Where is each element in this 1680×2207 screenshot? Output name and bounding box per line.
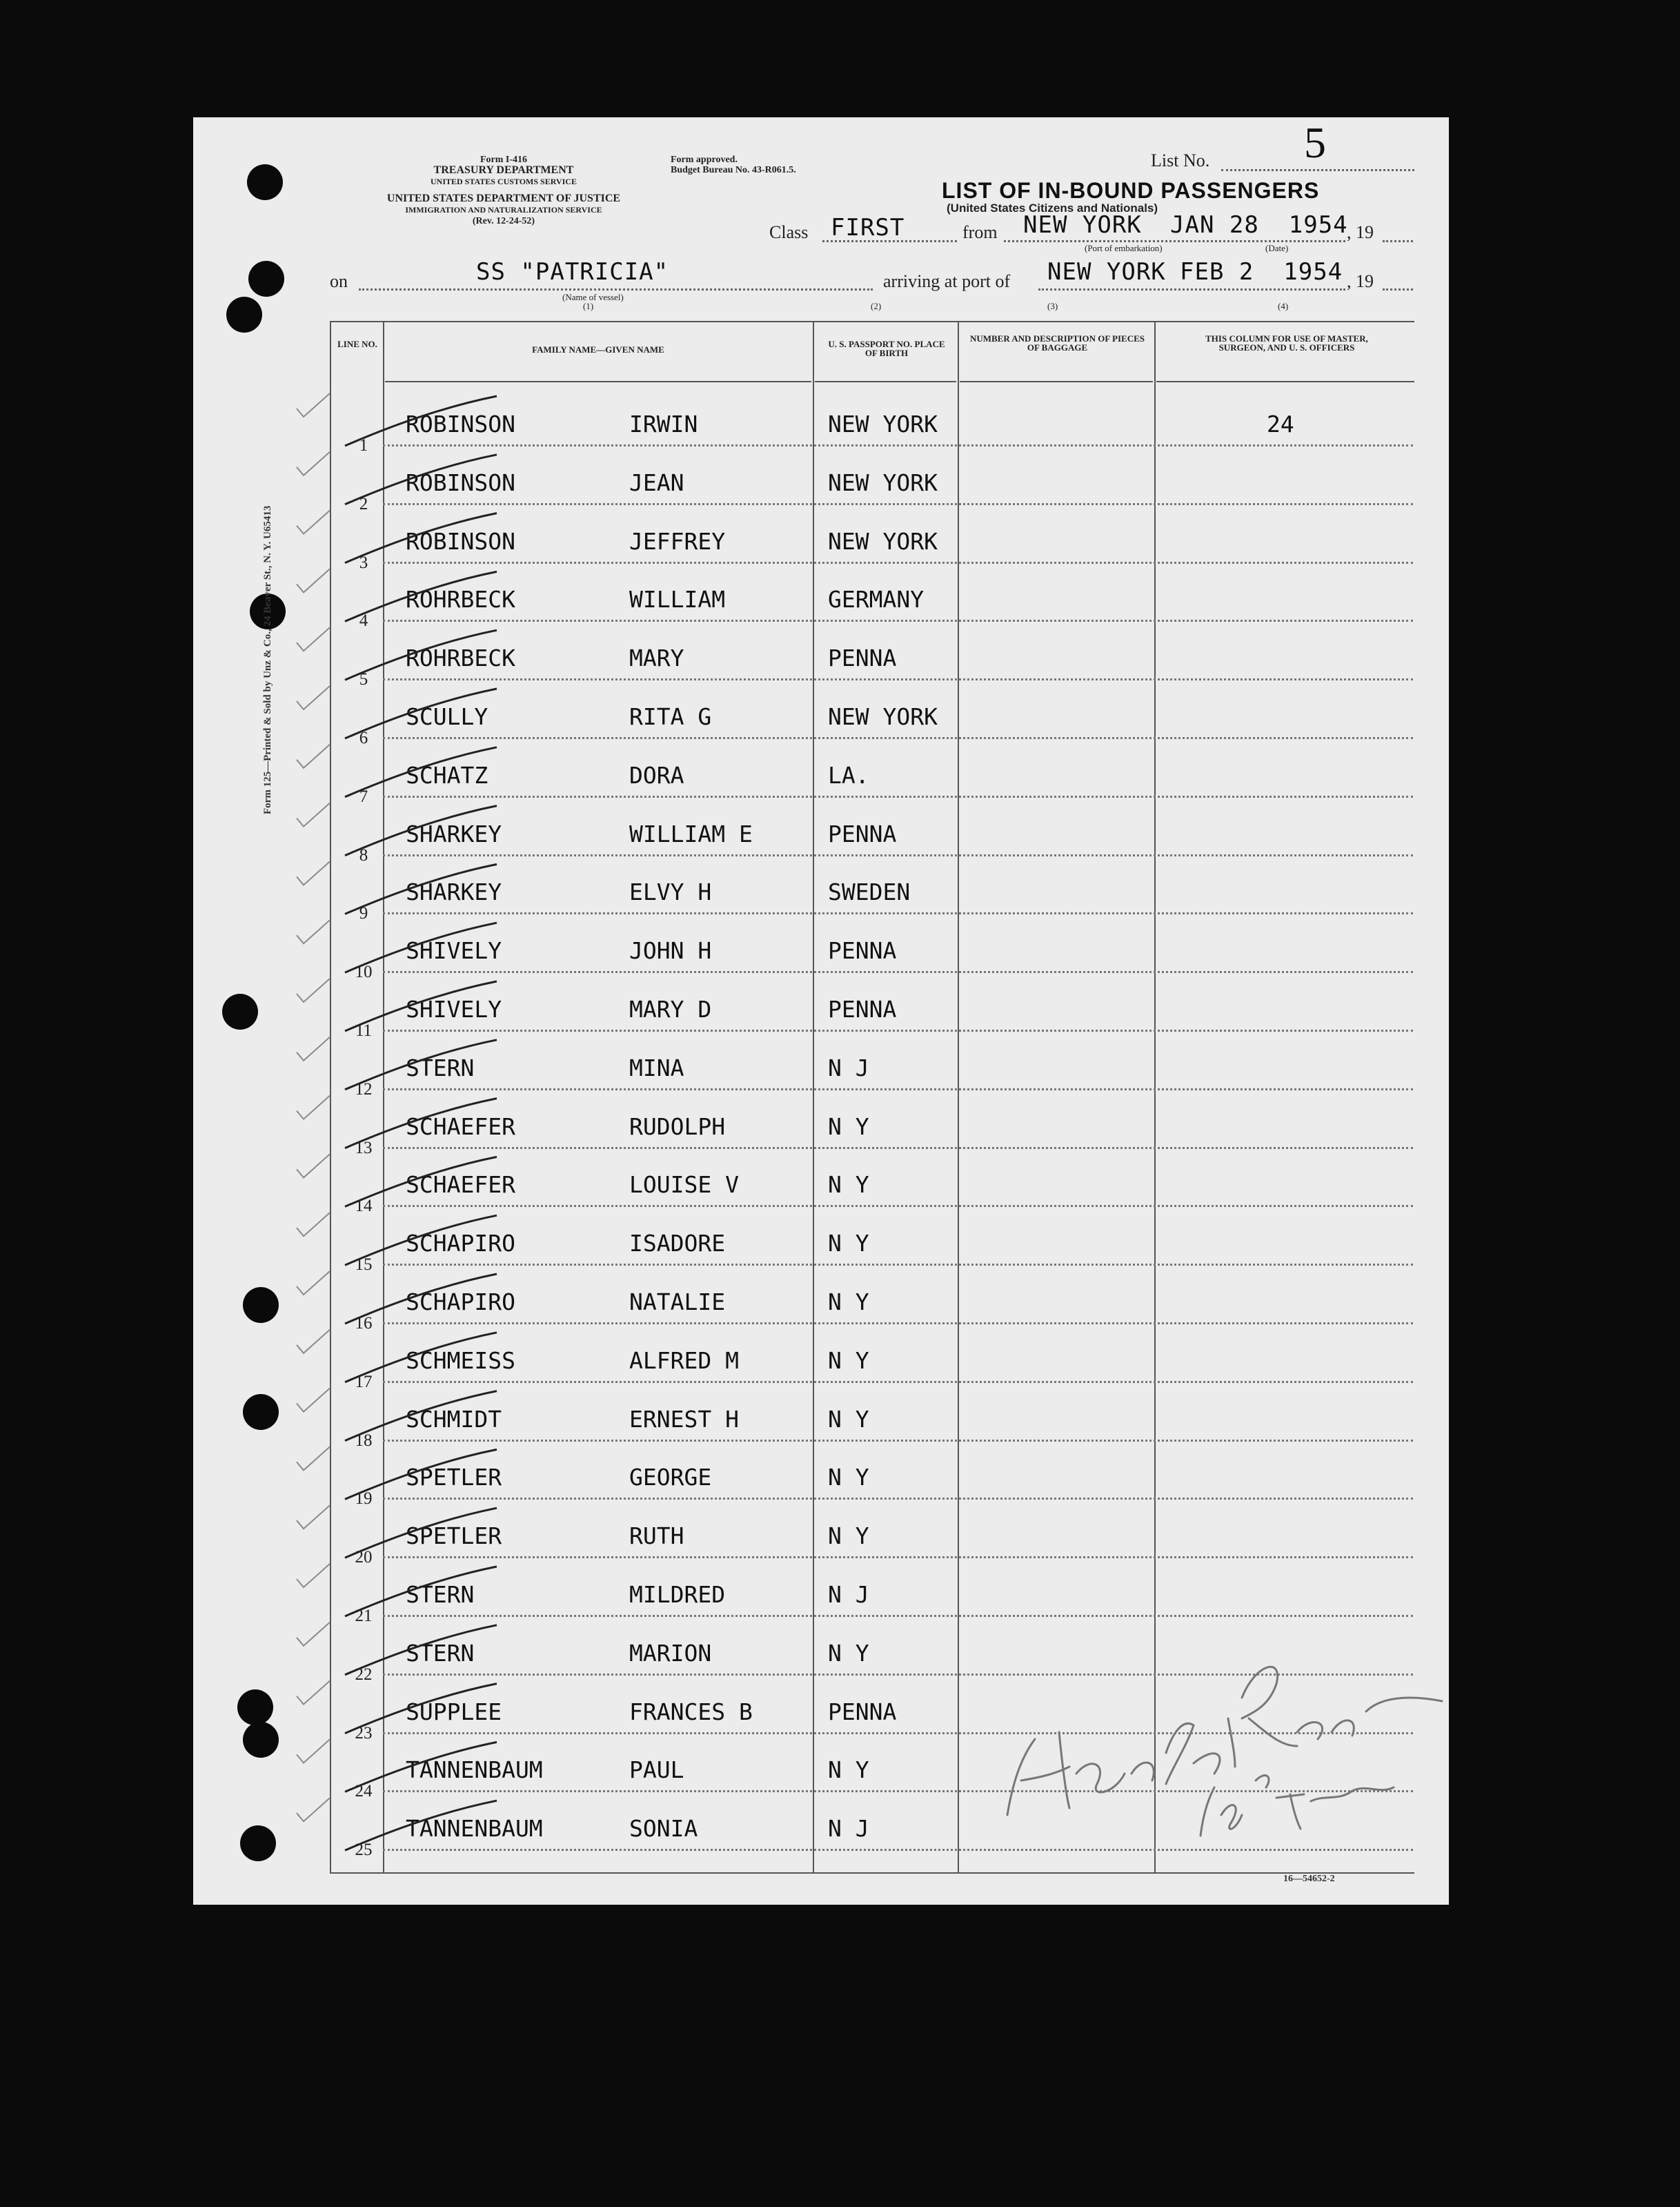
check-mark [297, 1798, 330, 1821]
passenger-place-of-birth: N Y [828, 1346, 869, 1374]
port-embarkation-label: (Port of embarkation) [1085, 243, 1163, 253]
passenger-place-of-birth: N Y [828, 1288, 869, 1315]
verification-stroke [345, 864, 497, 914]
form-number: Form I-416 [480, 155, 528, 165]
passenger-given-name: DORA [629, 761, 684, 789]
verification-stroke [345, 1274, 497, 1324]
passenger-family-name: ROBINSON [406, 469, 515, 496]
passenger-family-name: STERN [406, 1054, 475, 1081]
verification-stroke [345, 1801, 497, 1850]
row-line-number: 20 [355, 1548, 373, 1567]
passenger-place-of-birth: N Y [828, 1230, 869, 1257]
col-header-baggage: NUMBER AND DESCRIPTION OF PIECES OF BAGGAGE [969, 333, 1145, 353]
passenger-given-name: MINA [629, 1054, 684, 1081]
check-mark [297, 452, 330, 475]
passenger-given-name: MARY [629, 645, 684, 672]
row-line-number: 15 [355, 1255, 373, 1275]
passenger-given-name: LOUISE V [629, 1171, 739, 1199]
passenger-family-name: SCHMIDT [406, 1405, 502, 1433]
row-line-number: 10 [355, 963, 373, 982]
row-line-number: 5 [359, 670, 368, 689]
row-line-number: 2 [359, 494, 368, 513]
passenger-family-name: SHIVELY [406, 937, 502, 965]
passenger-family-name: SCHMEISS [406, 1346, 515, 1374]
passenger-family-name: SPETLER [406, 1464, 502, 1491]
row-line-number: 8 [359, 845, 368, 865]
passenger-family-name: SCULLY [406, 703, 488, 730]
column-ref-1: (1) [583, 301, 594, 311]
vessel-name: SS "PATRICIA" [476, 258, 669, 286]
row-line-number: 21 [355, 1607, 373, 1625]
passenger-place-of-birth: N Y [828, 1405, 869, 1433]
verification-stroke [345, 1215, 497, 1265]
passenger-given-name: GEORGE [629, 1464, 712, 1491]
row-line-number: 9 [359, 904, 368, 923]
passenger-family-name: SHARKEY [406, 820, 502, 847]
row-line-number: 11 [355, 1021, 373, 1040]
column-ref-4: (4) [1278, 301, 1289, 311]
row-line-number: 25 [355, 1841, 373, 1860]
check-mark [297, 1681, 330, 1705]
check-mark [297, 1389, 330, 1412]
arrival-year-suffix: , 19 [1347, 271, 1374, 291]
passenger-given-name: ERNEST H [629, 1405, 739, 1433]
printer-imprint: Form 125—Printed & Sold by Unz & Co., 24 Beaver St., N. Y. U65413 [262, 505, 273, 814]
passenger-given-name: JOHN H [629, 937, 712, 965]
passenger-given-name: ISADORE [629, 1230, 726, 1257]
col-header-name: FAMILY NAME—GIVEN NAME [532, 344, 664, 355]
passenger-family-name: SCHAEFER [406, 1112, 515, 1140]
passenger-place-of-birth: N J [828, 1054, 869, 1081]
revision-date: (Rev. 12-24-52) [472, 216, 535, 226]
check-mark [297, 393, 330, 417]
passenger-place-of-birth: LA. [828, 761, 869, 789]
row-line-number: 23 [355, 1723, 373, 1743]
verification-stroke [345, 1333, 497, 1382]
verification-stroke [345, 806, 497, 856]
check-mark [297, 745, 330, 768]
passenger-given-name: SONIA [629, 1815, 698, 1843]
check-mark [297, 1037, 330, 1061]
passenger-family-name: TANNENBAUM [406, 1756, 543, 1784]
passenger-place-of-birth: NEW YORK [828, 703, 938, 730]
check-mark [297, 1739, 330, 1763]
on-label: on [330, 271, 348, 291]
verification-stroke [345, 1742, 497, 1792]
passenger-given-name: MILDRED [629, 1581, 726, 1608]
row-line-number: 24 [355, 1782, 373, 1801]
passenger-place-of-birth: N Y [828, 1171, 869, 1199]
vessel-name-label: (Name of vessel) [562, 292, 624, 302]
passenger-given-name: RITA G [629, 703, 712, 730]
arrival-port: NEW YORK [1047, 258, 1166, 286]
row-line-number: 14 [355, 1197, 373, 1216]
verification-stroke [345, 1567, 497, 1616]
passenger-given-name: WILLIAM [629, 586, 726, 614]
check-mark [297, 1096, 330, 1119]
check-mark [297, 803, 330, 827]
row-line-number: 18 [355, 1431, 373, 1450]
check-mark [297, 1213, 330, 1236]
passenger-place-of-birth: SWEDEN [828, 879, 911, 906]
verification-stroke [345, 455, 497, 504]
officer-column-value: 24 [1267, 411, 1294, 438]
budget-bureau: Budget Bureau No. 43-R061.5. [671, 165, 796, 175]
passenger-place-of-birth: PENNA [828, 645, 897, 672]
verification-stroke [345, 396, 497, 446]
passenger-place-of-birth: NEW YORK [828, 527, 938, 555]
from-label: from [962, 222, 998, 242]
row-line-number: 4 [359, 611, 368, 631]
passenger-given-name: MARION [629, 1639, 712, 1667]
date-label: (Date) [1265, 243, 1289, 253]
passenger-family-name: ROHRBECK [406, 586, 515, 614]
passenger-family-name: STERN [406, 1639, 475, 1667]
passenger-place-of-birth: N Y [828, 1639, 869, 1667]
col-header-officers: THIS COLUMN FOR USE OF MASTER, SURGEON, AND U. S. OFFICERS [1205, 333, 1368, 353]
column-ref-3: (3) [1047, 301, 1058, 311]
row-line-number: 3 [359, 553, 368, 572]
passenger-given-name: ALFRED M [629, 1346, 739, 1374]
passenger-place-of-birth: PENNA [828, 937, 897, 965]
treasury-department: TREASURY DEPARTMENT [433, 164, 574, 176]
row-line-number: 7 [359, 787, 368, 806]
list-no-label: List No. [1151, 150, 1210, 170]
passenger-place-of-birth: PENNA [828, 1698, 897, 1725]
check-mark [297, 1622, 330, 1646]
verification-stroke [345, 571, 497, 621]
row-line-number: 1 [359, 436, 368, 455]
passenger-family-name: SHIVELY [406, 996, 502, 1023]
passenger-place-of-birth: PENNA [828, 996, 897, 1023]
verification-stroke [345, 1099, 497, 1148]
arriving-label: arriving at port of [883, 271, 1011, 291]
verification-stroke [345, 1040, 497, 1090]
passenger-family-name: SHARKEY [406, 879, 502, 906]
passenger-given-name: PAUL [629, 1756, 684, 1784]
verification-stroke [345, 1157, 497, 1206]
passenger-family-name: ROBINSON [406, 527, 515, 555]
passenger-family-name: TANNENBAUM [406, 1815, 543, 1843]
verification-stroke [345, 923, 497, 972]
row-line-number: 22 [355, 1665, 373, 1684]
ins-service: IMMIGRATION AND NATURALIZATION SERVICE [405, 205, 602, 215]
from-port: NEW YORK [1023, 211, 1142, 239]
verification-stroke [345, 1391, 497, 1441]
arrival-date: FEB 2 1954 [1180, 258, 1343, 286]
row-line-number: 12 [355, 1079, 373, 1099]
from-date: JAN 28 1954 [1170, 211, 1348, 239]
passenger-given-name: NATALIE [629, 1288, 726, 1315]
passenger-place-of-birth: PENNA [828, 820, 897, 847]
verification-stroke [345, 1625, 497, 1675]
passenger-given-name: JEAN [629, 469, 684, 496]
passenger-family-name: SCHAPIRO [406, 1288, 515, 1315]
row-line-number: 19 [355, 1489, 373, 1509]
verification-stroke [345, 1684, 497, 1734]
class-value: FIRST [831, 214, 905, 242]
verification-stroke [345, 513, 497, 563]
passenger-family-name: ROBINSON [406, 411, 515, 438]
row-line-number: 6 [359, 729, 368, 747]
verification-stroke [345, 1508, 497, 1558]
check-mark [297, 1271, 330, 1295]
department-of-justice: UNITED STATES DEPARTMENT OF JUSTICE [386, 193, 621, 204]
passenger-family-name: SUPPLEE [406, 1698, 502, 1725]
check-mark [297, 1446, 330, 1470]
passenger-given-name: JEFFREY [629, 527, 726, 555]
passenger-given-name: ELVY H [629, 879, 712, 906]
check-mark [297, 1564, 330, 1587]
form-approved: Form approved. [671, 155, 738, 165]
verification-stroke [345, 1449, 497, 1499]
check-mark [297, 979, 330, 1002]
verification-stroke [345, 747, 497, 797]
passenger-family-name: SPETLER [406, 1522, 502, 1550]
passenger-place-of-birth: N Y [828, 1112, 869, 1140]
from-year-suffix: , 19 [1347, 222, 1374, 242]
passenger-place-of-birth: GERMANY [828, 586, 925, 614]
class-label: Class [769, 222, 809, 242]
passenger-given-name: FRANCES B [629, 1698, 753, 1725]
list-no-value: 5 [1304, 118, 1327, 167]
check-mark [297, 1505, 330, 1529]
passenger-place-of-birth: N J [828, 1581, 869, 1608]
check-mark [297, 1330, 330, 1353]
col-header-line: LINE NO. [337, 339, 377, 349]
row-line-number: 16 [355, 1314, 373, 1333]
check-mark [297, 861, 330, 885]
row-line-number: 17 [355, 1372, 373, 1391]
row-line-number: 13 [355, 1138, 373, 1157]
check-mark [297, 627, 330, 651]
passenger-place-of-birth: N Y [828, 1522, 869, 1550]
passenger-family-name: STERN [406, 1581, 475, 1608]
passenger-family-name: ROHRBECK [406, 645, 515, 672]
passenger-given-name: WILLIAM E [629, 820, 753, 847]
customs-service: UNITED STATES CUSTOMS SERVICE [431, 177, 577, 186]
passenger-family-name: SCHAPIRO [406, 1230, 515, 1257]
passenger-given-name: MARY D [629, 996, 712, 1023]
check-mark [297, 686, 330, 709]
verification-stroke [345, 630, 497, 680]
passenger-family-name: SCHATZ [406, 761, 488, 789]
form-title: LIST OF IN-BOUND PASSENGERS [942, 178, 1320, 203]
column-ref-2: (2) [871, 301, 882, 311]
verification-stroke [345, 689, 497, 738]
passenger-given-name: RUTH [629, 1522, 684, 1550]
passenger-place-of-birth: N J [828, 1815, 869, 1843]
passenger-place-of-birth: N Y [828, 1756, 869, 1784]
passenger-place-of-birth: N Y [828, 1464, 869, 1491]
check-mark [297, 920, 330, 943]
passenger-place-of-birth: NEW YORK [828, 469, 938, 496]
passenger-given-name: IRWIN [629, 411, 698, 438]
check-mark [297, 569, 330, 592]
check-mark [297, 511, 330, 534]
passenger-family-name: SCHAEFER [406, 1171, 515, 1199]
form-subtitle: (United States Citizens and Nationals) [947, 202, 1158, 215]
passenger-given-name: RUDOLPH [629, 1112, 726, 1140]
passenger-place-of-birth: NEW YORK [828, 411, 938, 438]
verification-stroke [345, 981, 497, 1031]
col-header-passport: U. S. PASSPORT NO. PLACE OF BIRTH [828, 339, 945, 358]
form-footer-code: 16—54652-2 [1283, 1874, 1335, 1884]
check-mark [297, 1154, 330, 1177]
